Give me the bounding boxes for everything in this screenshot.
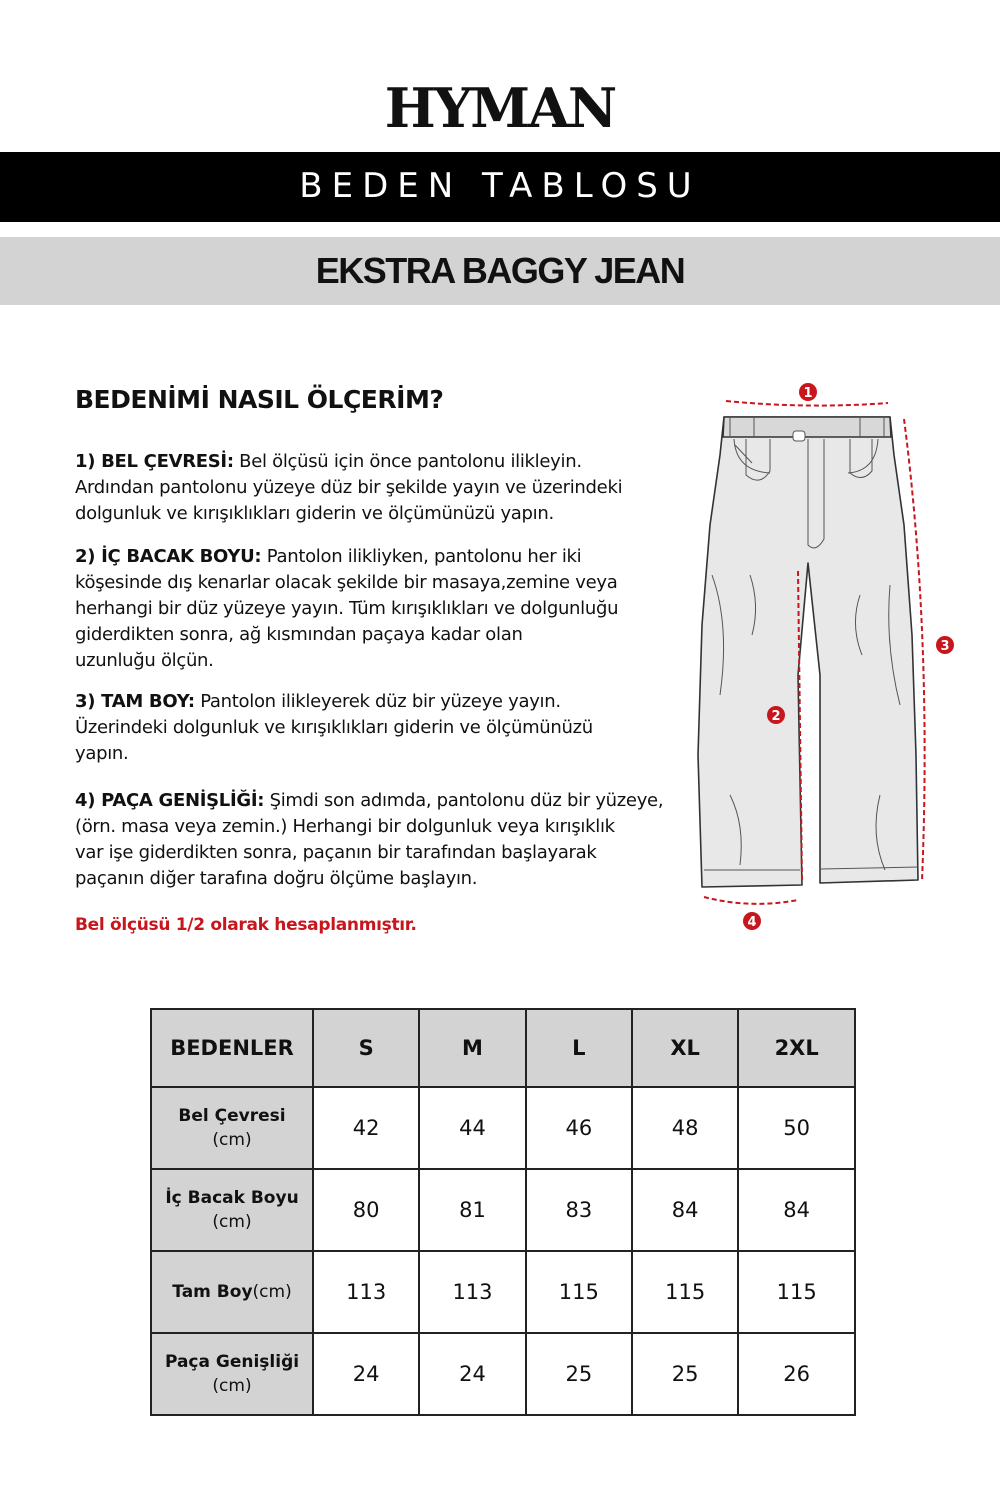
size-table-header [151,1009,855,1087]
size-header: S [313,1009,419,1087]
row-label [151,1333,313,1415]
table-cell: 24 [313,1333,419,1415]
marker-4 [743,912,761,930]
table-cell: 42 [313,1087,419,1169]
instruction-full-length [75,689,695,767]
brand-logo: HYMAN [384,76,616,140]
instruction-inseam [75,544,695,674]
size-header: L [526,1009,632,1087]
jeans-measurement-diagram [690,375,970,935]
table-cell: 44 [419,1087,525,1169]
instruction-line: köşesinde dış kenarlar olacak şekilde bir masaya,zemine veya [75,572,618,593]
table-cell: 25 [526,1333,632,1415]
marker-1 [799,383,817,401]
table-cell: 24 [419,1333,525,1415]
row-unit: (cm) [212,1376,252,1396]
instruction-line: Bel ölçüsü için önce pantolonu ilikleyin. [239,451,582,472]
instruction-line: var işe giderdikten sonra, paçanın bir tarafından başlayarak [75,842,597,863]
svg-text:4: 4 [747,915,757,930]
table-cell: 115 [738,1251,855,1333]
instruction-line: dolgunluk ve kırışıklıkları giderin ve ölçümünüzü yapın. [75,503,554,524]
row-unit: (cm) [212,1130,252,1150]
row-label-text: Tam Boy [172,1282,253,1302]
table-row [151,1333,855,1415]
row-label [151,1169,313,1251]
row-label-text: Paça Genişliği [164,1352,300,1372]
svg-text:1: 1 [803,386,813,401]
instruction-line: Üzerindeki dolgunluk ve kırışıklıkları giderin ve ölçümünüzü [75,717,593,738]
instruction-line: paçanın diğer tarafına doğru ölçüme başlayın. [75,868,478,889]
size-header: XL [632,1009,738,1087]
table-cell: 115 [632,1251,738,1333]
table-cell: 84 [738,1169,855,1251]
row-unit: (cm) [252,1282,292,1302]
marker-3 [936,636,954,654]
size-table [150,1008,856,1416]
row-unit: (cm) [212,1212,252,1232]
svg-text:3: 3 [940,639,950,654]
instruction-line: Şimdi son adımda, pantolonu düz bir yüzeye, [269,790,664,811]
table-row [151,1251,855,1333]
table-cell: 80 [313,1169,419,1251]
svg-text:2: 2 [771,709,781,724]
instruction-waist [75,449,695,527]
row-label-text: İç Bacak Boyu [165,1188,299,1208]
header-label: BEDENLER [151,1009,313,1087]
size-header: M [419,1009,525,1087]
instruction-hem-width [75,788,695,892]
instruction-label: 3) TAM BOY: [75,691,195,712]
banner-title: BEDEN TABLOSU [0,152,1000,222]
instruction-label: 2) İÇ BACAK BOYU: [75,546,262,567]
how-to-title: BEDENİMİ NASIL ÖLÇERİM? [75,385,444,414]
size-header: 2XL [738,1009,855,1087]
table-cell: 48 [632,1087,738,1169]
waist-note: Bel ölçüsü 1/2 olarak hesaplanmıştır. [75,915,417,935]
table-row [151,1087,855,1169]
row-label [151,1087,313,1169]
instruction-line: herhangi bir düz yüzeye yayın. Tüm kırışıklıkları ve dolgunluğu [75,598,619,619]
instruction-line: Ardından pantolonu yüzeye düz bir şekilde yayın ve üzerindeki [75,477,623,498]
product-title: EKSTRA BAGGY JEAN [0,237,1000,305]
table-cell: 26 [738,1333,855,1415]
row-label [151,1251,313,1333]
instruction-line: uzunluğu ölçün. [75,650,214,671]
instruction-label: 1) BEL ÇEVRESİ: [75,451,234,472]
instruction-line: Pantolon ilikliyken, pantolonu her iki [266,546,582,567]
instruction-line: (örn. masa veya zemin.) Herhangi bir dolgunluk veya kırışıklık [75,816,615,837]
table-cell: 25 [632,1333,738,1415]
instruction-label: 4) PAÇA GENİŞLİĞİ: [75,790,265,811]
table-cell: 113 [419,1251,525,1333]
marker-2 [767,706,785,724]
table-cell: 81 [419,1169,525,1251]
instruction-line: giderdikten sonra, ağ kısmından paçaya kadar olan [75,624,523,645]
table-row [151,1169,855,1251]
row-label-text: Bel Çevresi [178,1106,286,1126]
table-cell: 84 [632,1169,738,1251]
table-cell: 113 [313,1251,419,1333]
table-cell: 50 [738,1087,855,1169]
table-cell: 83 [526,1169,632,1251]
instruction-line: yapın. [75,743,129,764]
instruction-line: Pantolon ilikleyerek düz bir yüzeye yayın. [200,691,561,712]
table-cell: 46 [526,1087,632,1169]
table-cell: 115 [526,1251,632,1333]
